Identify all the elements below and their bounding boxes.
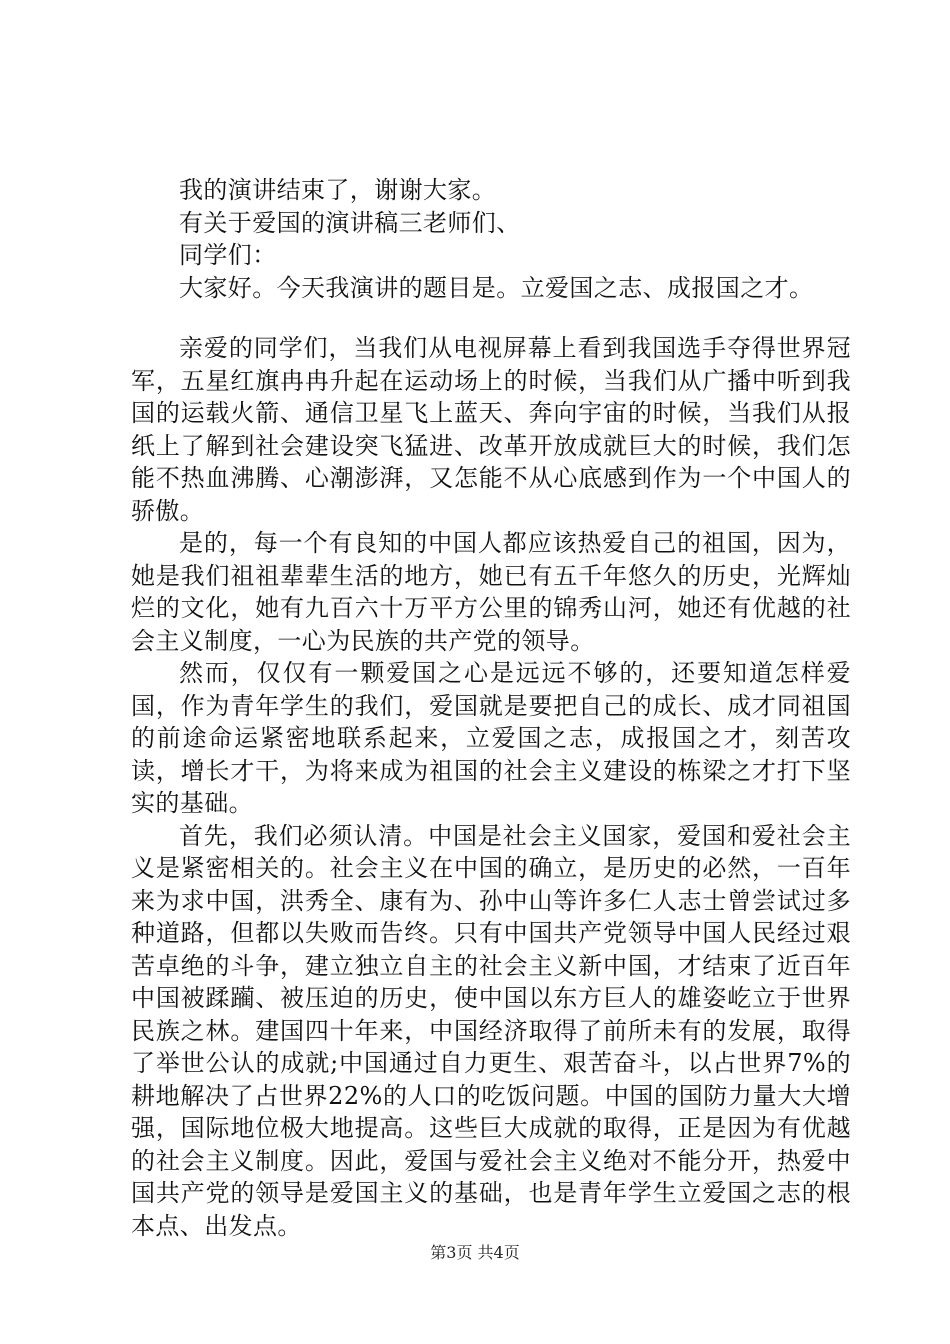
- page-footer: [0, 1240, 950, 1263]
- paragraph-closing: 我的演讲结束了，谢谢大家。: [179, 176, 497, 204]
- paragraph-speech-title: 有关于爱国的演讲稿三老师们、: [179, 208, 521, 237]
- paragraph-body-2: 是的，每一个有良知的中国人都应该热爱自己的祖国，因为，她是我们祖祖辈辈生活的地方，她已有五千年悠久的历史，光辉灿烂的文化，她有九百六十万平方公里的锦秀山河，她还有优越的社会主义制度，一心为民族的共产党的领导。: [131, 529, 851, 655]
- paragraph-body-1: 亲爱的同学们，当我们从电视屏幕上看到我国选手夺得世界冠军，五星红旗冉冉升起在运动场上的时候，当我们从广播中听到我国的运载火箭、通信卫星飞上蓝天、奔向宇宙的时候，当我们从报纸上了解到社会建设突飞猛进、改革开放成就巨大的时候，我们怎能不热血沸腾、心潮澎湃，又怎能不从心底感到作为一个中国人的骄傲。: [131, 334, 851, 525]
- page-number: 第3页 共4页: [430, 1243, 520, 1262]
- paragraph-body-3: 然而，仅仅有一颗爱国之心是远远不够的，还要知道怎样爱国，作为青年学生的我们，爱国就是要把自己的成长、成才同祖国的前途命运紧密地联系起来，立爱国之志，成报国之才，刻苦攻读，增长才干，为将来成为祖国的社会主义建设的栋梁之才打下坚实的基础。: [131, 659, 851, 817]
- paragraph-topic: 大家好。今天我演讲的题目是。立爱国之志、成报国之才。: [179, 273, 814, 302]
- document-body: [131, 174, 851, 1242]
- paragraph-salutation: 同学们：: [179, 241, 277, 269]
- paragraph-body-4: 首先，我们必须认清。中国是社会主义国家，爱国和爱社会主义是紧密相关的。社会主义在中国的确立，是历史的必然，一百年来为求中国，洪秀全、康有为、孙中山等许多仁人志士曾尝试过多种道路，但都以失败而告终。只有中国共产党领导中国人民经过艰苦卓绝的斗争，建立独立自主的社会主义新中国，才结束了近百年中国被蹂躏、被压迫的历史，使中国以东方巨人的雄姿屹立于世界民族之林。建国四十年来，中国经济取得了前所未有的发展，取得了举世公认的成就;中国通过自力更生、艰苦奋斗，以占世界7%的耕地解决了占世界22%的人口的吃饭问题。中国的国防力量大大增强，国际地位极大地提高。这些巨大成就的取得，正是因为有优越的社会主义制度。因此，爱国与爱社会主义绝对不能分开，热爱中国共产党的领导是爱国主义的基础，也是青年学生立爱国之志的根本点、出发点。: [131, 821, 851, 1240]
